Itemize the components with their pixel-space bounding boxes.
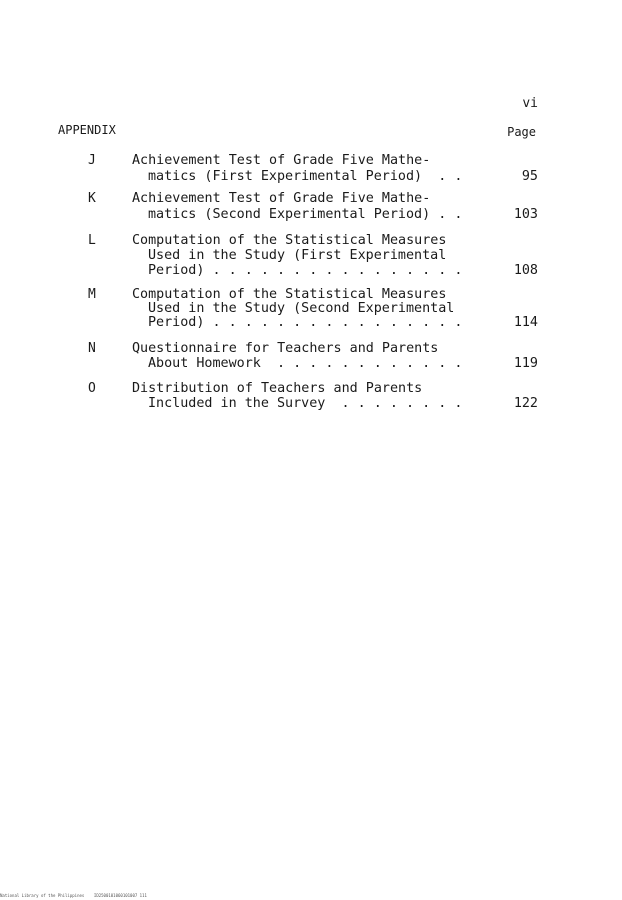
entry-page-number: 95	[521, 169, 538, 184]
entry-title-line: Included in the Survey . . . . . . . .	[148, 396, 463, 411]
entry-title-line: Period) . . . . . . . . . . . . . . . .	[148, 263, 463, 278]
entry-title-line: Questionnaire for Teachers and Parents	[132, 341, 439, 356]
entry-page-number: 103	[513, 207, 538, 222]
entry-letter: L	[88, 233, 96, 248]
entry-title-line: Period) . . . . . . . . . . . . . . . .	[148, 315, 463, 330]
page-number: vi	[522, 96, 538, 111]
entry-letter: J	[88, 153, 96, 168]
entry-title-line: Used in the Study (First Experimental	[148, 248, 447, 263]
entry-title-line: About Homework . . . . . . . . . . . .	[148, 356, 463, 371]
page-column-heading: Page	[507, 125, 536, 139]
entry-title-line: Achievement Test of Grade Five Mathe-	[132, 153, 431, 168]
scan-footer: National Library of the Philippines ID2500101060101007 111	[0, 893, 147, 898]
entry-title-line: matics (First Experimental Period) . .	[148, 169, 463, 184]
entry-title-line: Achievement Test of Grade Five Mathe-	[132, 191, 431, 206]
entry-title-line: Computation of the Statistical Measures	[132, 233, 447, 248]
entry-letter: O	[88, 381, 96, 396]
entry-letter: M	[88, 287, 96, 302]
entry-page-number: 122	[513, 396, 538, 411]
entry-letter: N	[88, 341, 96, 356]
entry-title-line: matics (Second Experimental Period) . .	[148, 207, 463, 222]
entry-page-number: 108	[513, 263, 538, 278]
entry-title-line: Computation of the Statistical Measures	[132, 287, 447, 302]
entry-letter: K	[88, 191, 96, 206]
appendix-heading: APPENDIX	[58, 123, 116, 137]
entry-title-line: Distribution of Teachers and Parents	[132, 381, 423, 396]
entry-page-number: 119	[513, 356, 538, 371]
entry-page-number: 114	[513, 315, 538, 330]
entry-title-line: Used in the Study (Second Experimental	[148, 301, 455, 316]
